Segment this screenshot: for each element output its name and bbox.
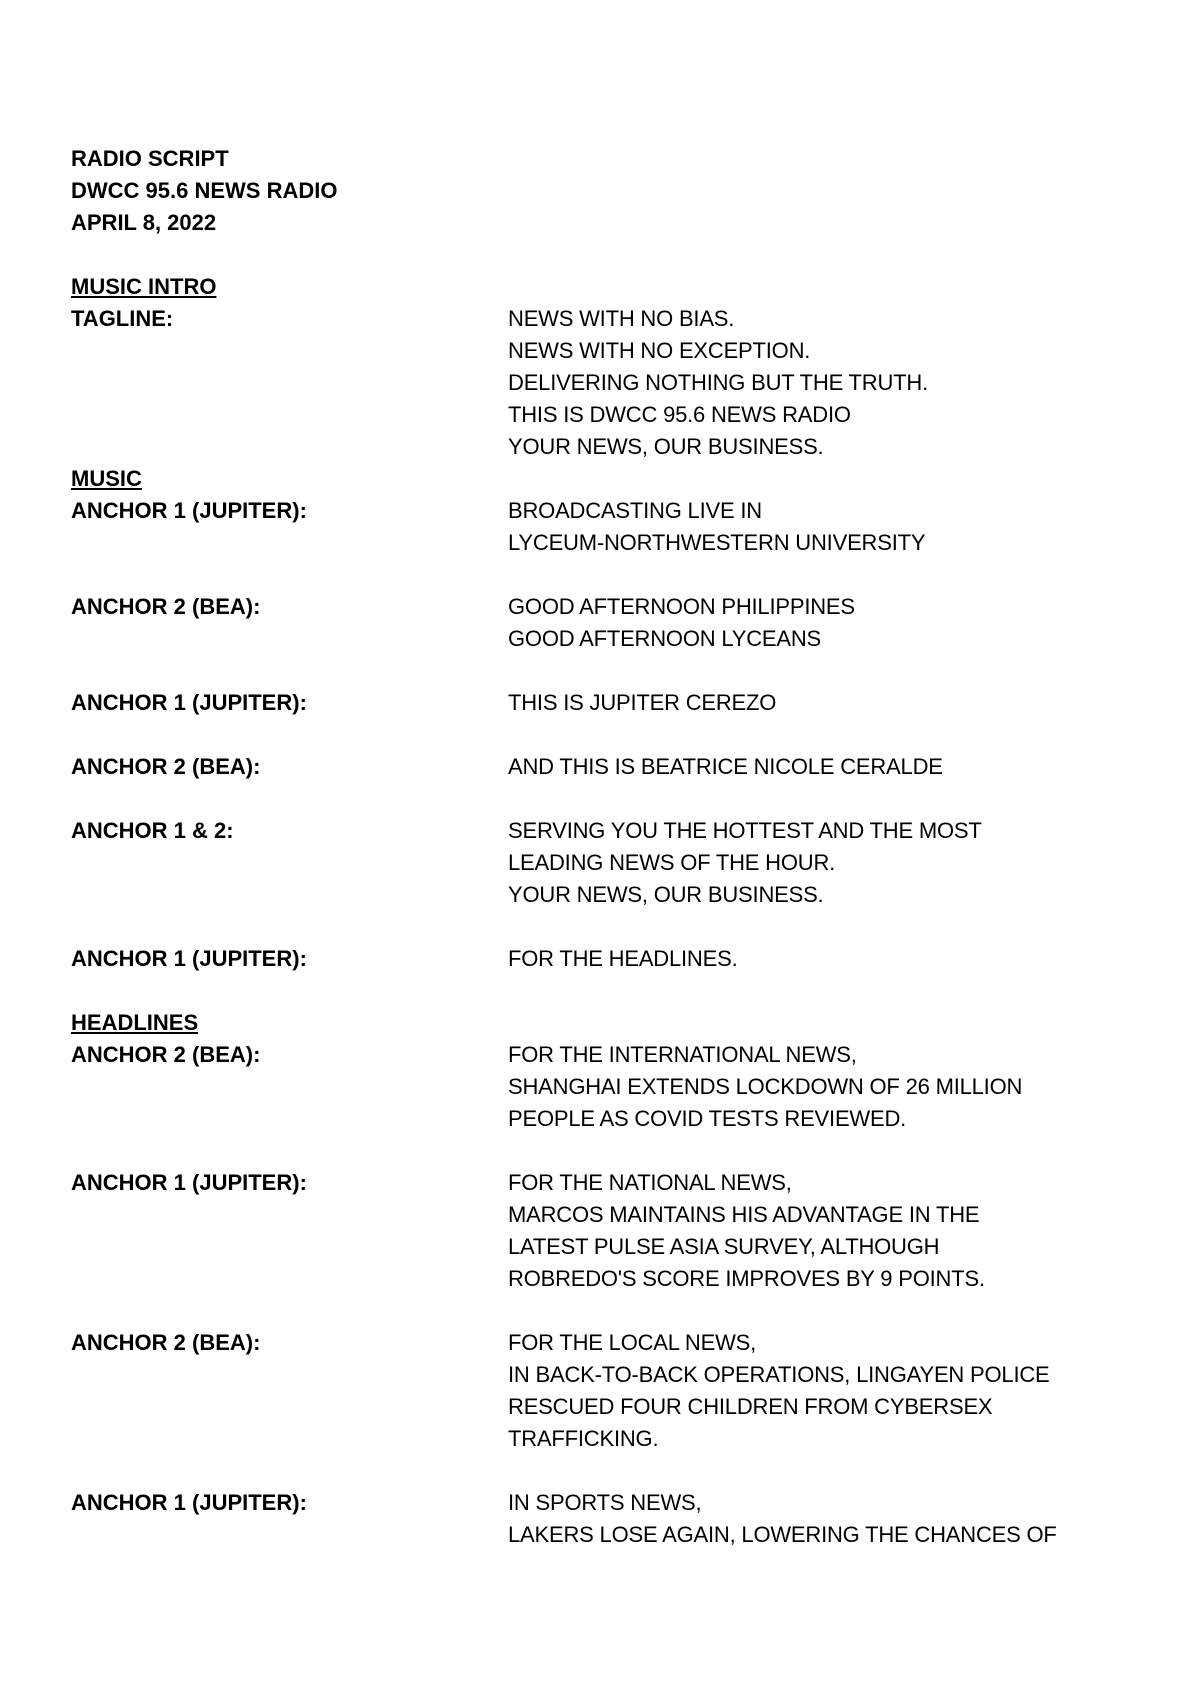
dialogue-text: [508, 1039, 1151, 1135]
dialogue-line: LAKERS LOSE AGAIN, LOWERING THE CHANCES OF: [508, 1522, 1057, 1547]
section-cue: MUSIC: [71, 466, 142, 491]
blank-line: [71, 1135, 1151, 1167]
dialogue-line: THIS IS JUPITER CEREZO: [508, 690, 777, 715]
speaker-label: ANCHOR 2 (BEA):: [71, 594, 261, 619]
dialogue-text: [508, 751, 1151, 783]
script-row: [71, 303, 1151, 463]
station-name: DWCC 95.6 NEWS RADIO: [71, 178, 338, 203]
speaker-label: ANCHOR 2 (BEA):: [71, 1042, 261, 1067]
speaker-label: ANCHOR 1 & 2:: [71, 818, 234, 843]
speaker-label: ANCHOR 1 (JUPITER):: [71, 1490, 307, 1515]
script-date: APRIL 8, 2022: [71, 210, 217, 235]
dialogue-line: RESCUED FOUR CHILDREN FROM CYBERSEX: [508, 1394, 993, 1419]
dialogue-line: NEWS WITH NO EXCEPTION.: [508, 338, 811, 363]
blank-line: [71, 559, 1151, 591]
speaker-label: ANCHOR 2 (BEA):: [71, 754, 261, 779]
dialogue-line: FOR THE HEADLINES.: [508, 946, 738, 971]
script-row: [71, 1039, 1151, 1135]
dialogue-line: SERVING YOU THE HOTTEST AND THE MOST: [508, 818, 982, 843]
dialogue-line: SHANGHAI EXTENDS LOCKDOWN OF 26 MILLION: [508, 1074, 1023, 1099]
dialogue-line: AND THIS IS BEATRICE NICOLE CERALDE: [508, 754, 943, 779]
script-row: [71, 751, 1151, 783]
speaker-label: ANCHOR 1 (JUPITER):: [71, 690, 307, 715]
radio-script: [71, 143, 1151, 1551]
dialogue-line: PEOPLE AS COVID TESTS REVIEWED.: [508, 1106, 907, 1131]
dialogue-line: ROBREDO'S SCORE IMPROVES BY 9 POINTS.: [508, 1266, 985, 1291]
dialogue-text: [508, 1327, 1151, 1455]
blank-line: [71, 239, 1151, 271]
script-row: [71, 495, 1151, 559]
dialogue-line: LYCEUM-NORTHWESTERN UNIVERSITY: [508, 530, 926, 555]
script-row: [71, 687, 1151, 719]
dialogue-line: IN BACK-TO-BACK OPERATIONS, LINGAYEN POLICE: [508, 1362, 1050, 1387]
dialogue-line: DELIVERING NOTHING BUT THE TRUTH.: [508, 370, 929, 395]
speaker-label: ANCHOR 1 (JUPITER):: [71, 1170, 307, 1195]
dialogue-line: GOOD AFTERNOON PHILIPPINES: [508, 594, 855, 619]
blank-line: [71, 719, 1151, 751]
blank-line: [71, 783, 1151, 815]
blank-line: [71, 975, 1151, 1007]
dialogue-text: [508, 815, 1151, 911]
script-row: [71, 1327, 1151, 1455]
dialogue-line: FOR THE LOCAL NEWS,: [508, 1330, 757, 1355]
dialogue-text: [508, 495, 1151, 559]
dialogue-text: [508, 687, 1151, 719]
speaker-label: ANCHOR 2 (BEA):: [71, 1330, 261, 1355]
blank-line: [71, 911, 1151, 943]
script-body: [71, 239, 1151, 1551]
dialogue-line: TRAFFICKING.: [508, 1426, 659, 1451]
dialogue-line: FOR THE INTERNATIONAL NEWS,: [508, 1042, 857, 1067]
dialogue-line: LATEST PULSE ASIA SURVEY, ALTHOUGH: [508, 1234, 940, 1259]
dialogue-text: [508, 1167, 1151, 1295]
dialogue-line: GOOD AFTERNOON LYCEANS: [508, 626, 822, 651]
script-row: [71, 943, 1151, 975]
blank-line: [71, 655, 1151, 687]
speaker-label: ANCHOR 1 (JUPITER):: [71, 498, 307, 523]
section-cue: HEADLINES: [71, 1010, 199, 1035]
dialogue-line: BROADCASTING LIVE IN: [508, 498, 762, 523]
script-row: [71, 591, 1151, 655]
script-row: [71, 1487, 1151, 1551]
section-cue: MUSIC INTRO: [71, 274, 217, 299]
dialogue-text: [508, 303, 1151, 463]
blank-line: [71, 1295, 1151, 1327]
dialogue-text: [508, 1487, 1151, 1551]
dialogue-line: THIS IS DWCC 95.6 NEWS RADIO: [508, 402, 851, 427]
dialogue-text: [508, 943, 1151, 975]
dialogue-line: YOUR NEWS, OUR BUSINESS.: [508, 434, 824, 459]
speaker-label: ANCHOR 1 (JUPITER):: [71, 946, 307, 971]
dialogue-line: MARCOS MAINTAINS HIS ADVANTAGE IN THE: [508, 1202, 980, 1227]
speaker-label: TAGLINE:: [71, 306, 174, 331]
script-row: [71, 1167, 1151, 1295]
dialogue-line: LEADING NEWS OF THE HOUR.: [508, 850, 836, 875]
dialogue-line: YOUR NEWS, OUR BUSINESS.: [508, 882, 824, 907]
script-row: [71, 815, 1151, 911]
blank-line: [71, 1455, 1151, 1487]
dialogue-line: IN SPORTS NEWS,: [508, 1490, 702, 1515]
dialogue-line: FOR THE NATIONAL NEWS,: [508, 1170, 792, 1195]
dialogue-text: [508, 591, 1151, 655]
dialogue-line: NEWS WITH NO BIAS.: [508, 306, 735, 331]
script-title: RADIO SCRIPT: [71, 146, 229, 171]
